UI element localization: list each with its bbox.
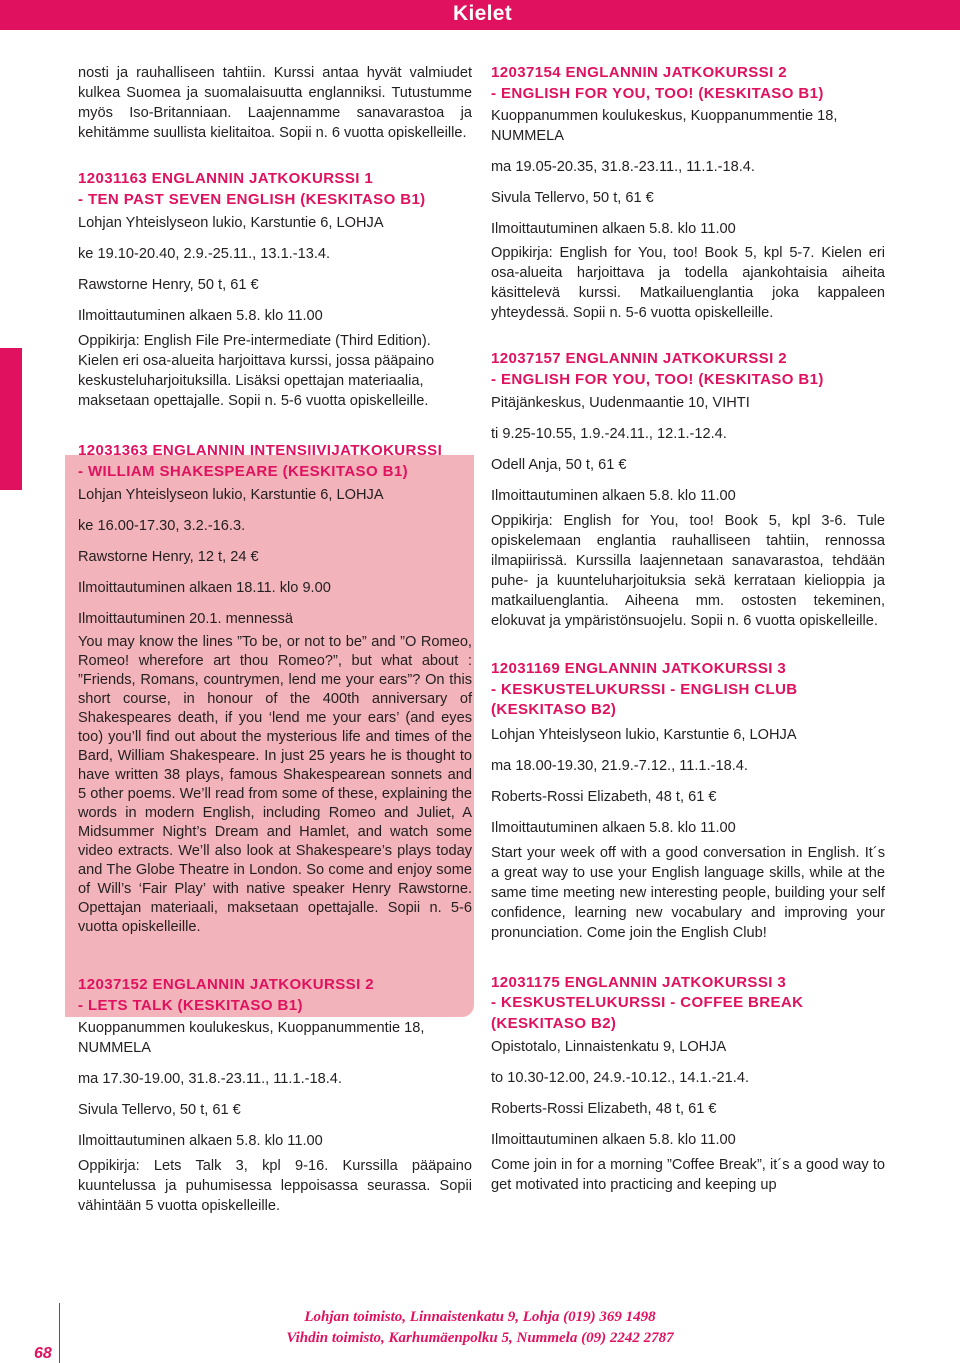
course-teacher: Rawstorne Henry, 12 t, 24 € [78,549,259,565]
footer-office-vihti: Vihdin toimisto, Karhumäenpolku 5, Nummela (09) 2242 2787 [286,1330,674,1346]
course-registration-deadline: Ilmoittautuminen 20.1. mennessä [78,611,293,627]
course-registration: Ilmoittautuminen alkaen 5.8. klo 11.00 [491,488,736,504]
course-description: Oppikirja: English for You, too! Book 5, kpl 5-7. Kielen eri osa-alueita harjoittava ja todella ajankohtaisia aiheita käsittelevä kurssi. Matkailuenglantia joka kappaleen yhteydessä. Sopii n. 5-6 vuotta opiskelleille. [491,245,885,321]
course-teacher: Roberts-Rossi Elizabeth, 48 t, 61 € [491,1101,717,1117]
right-column [491,63,885,1195]
intro-text: nosti ja rauhalliseen tahtiin. Kurssi antaa hyvät valmiudet kulkea Suomea ja suomalaisuutta englanniksi. Tutustumme myös Iso-Britanniaan. Laajennamme sanavarastoa ja kehitämme suullista kielitaitoa. Sopii n. 6 vuotta opiskelleille. [78,65,472,141]
course-place: Pitäjänkeskus, Uudenmaantie 10, VIHTI [491,395,750,411]
course-subtitle: - KESKUSTELUKURSSI - ENGLISH CLUB [491,680,798,698]
course-subtitle: - TEN PAST SEVEN ENGLISH (KESKITASO B1) [78,190,426,208]
course-teacher: Rawstorne Henry, 50 t, 61 € [78,277,259,293]
course-description: Oppikirja: English for You, too! Book 5, kpl 3-6. Tule opiskelemaan englantia rauhalliseen tahtiin, rennossa ilmapiirissä. Kurssilla laajennetaan sanavarastoa, tehdään puhe- ja kuunteluharjoituksia sekä kerrataan kielioppia ja matkailuenglantia. Aiheena mm. ostosten tekeminen, elokuvat ja ympäristönsuojelu. Sopii n. 6 vuotta opiskelleille. [491,513,885,629]
course-time: ti 9.25-10.55, 1.9.-24.11., 12.1.-12.4. [491,426,727,442]
course-12037152 [78,975,472,1216]
course-registration: Ilmoittautuminen alkaen 5.8. klo 11.00 [78,308,323,324]
course-teacher: Sivula Tellervo, 50 t, 61 € [78,1102,241,1118]
section-title: Kielet [453,2,512,25]
course-teacher: Roberts-Rossi Elizabeth, 48 t, 61 € [491,788,717,805]
course-subtitle: - KESKUSTELUKURSSI - COFFEE BREAK [491,994,804,1011]
course-time: ma 19.05-20.35, 31.8.-23.11., 11.1.-18.4. [491,159,755,175]
course-teacher: Odell Anja, 50 t, 61 € [491,457,627,473]
course-subtitle: - LETS TALK (KESKITASO B1) [78,996,303,1014]
course-12037157 [491,349,885,631]
course-subtitle: - ENGLISH FOR YOU, TOO! (KESKITASO B1) [491,370,824,388]
left-column [78,63,472,1216]
course-12031175 [491,973,885,1196]
course-registration: Ilmoittautuminen alkaen 18.11. klo 9.00 [78,580,331,596]
course-description: You may know the lines ”To be, or not to be” and ”O Romeo, Romeo! wherefore art thou Romeo?”, but what about : ”Friends, Romans, countrymen, lend me your ears”? On this short course, in honour of the 400th anniversary of Shakespeares death, if you ‘lend me your ears’ (and eyes too) you’ll find out about the mysterious life and times of the Bard, William Shakespeare. In just 25 years he is thought to have written 38 plays, famous Shakespearean sonnets and 5 other poems. We’ll read from some of these, explaining the words in modern English, including Romeo and Juliet, A Midsummer Night’s Dream and Hamlet, and watch some video extracts. We’ll also look at Shakespeare’s plays today and The Globe Theatre in London. So come and enjoy some of Will’s ‘Fair Play’ with native speaker Henry Rawstorne. Opettajan materiaali, maksetaan opettajalle. Sopii n. 5-6 vuotta opiskelleille. [78,634,472,935]
course-description: Oppikirja: Lets Talk 3, kpl 9-16. Kurssilla pääpaino kuuntelussa ja puhumisessa leppoisassa seurassa. Sopii vähintään 5 vuotta opiskelleille. [78,1158,472,1214]
course-place: Opistotalo, Linnaistenkatu 9, LOHJA [491,1039,727,1055]
course-registration: Ilmoittautuminen alkaen 5.8. klo 11.00 [491,819,736,836]
course-12031163 [78,169,472,411]
course-description: Come join in for a morning ”Coffee Break”, it´s a good way to get motivated into practicing and keeping up [491,1157,885,1193]
course-title: 12031163 ENGLANNIN JATKOKURSSI 1 [78,170,374,187]
course-place: Lohjan Yhteislyseon lukio, Karstuntie 6, LOHJA [491,726,797,743]
course-time: ma 18.00-19.30, 21.9.-7.12., 11.1.-18.4. [491,757,748,774]
course-title: 12037157 ENGLANNIN JATKOKURSSI 2 [491,350,787,367]
course-level: (KESKITASO B2) [491,701,617,718]
page-number: 68 [34,1345,52,1362]
course-12031363 [78,441,472,937]
course-title: 12031175 ENGLANNIN JATKOKURSSI 3 [491,973,787,991]
course-title: 12031169 ENGLANNIN JATKOKURSSI 3 [491,660,787,677]
course-time: ke 16.00-17.30, 3.2.-16.3. [78,518,246,534]
course-description: Start your week off with a good conversation in English. It´s a great way to use your English language skills, while at the same time meeting new interesting people, building your self confidence, learning new vocabulary and improving your pronunciation. Come join the English Club! [491,844,885,941]
course-12031169 [491,659,885,943]
course-time: ma 17.30-19.00, 31.8.-23.11., 11.1.-18.4. [78,1071,342,1087]
course-place: Lohjan Yhteislyseon lukio, Karstuntie 6, LOHJA [78,487,384,503]
course-time: ke 19.10-20.40, 2.9.-25.11., 13.1.-13.4. [78,246,331,262]
course-time: to 10.30-12.00, 24.9.-10.12., 14.1.-21.4. [491,1070,750,1086]
side-tab-marker [0,348,22,490]
course-title: 12037154 ENGLANNIN JATKOKURSSI 2 [491,64,787,81]
course-title: 12037152 ENGLANNIN JATKOKURSSI 2 [78,976,374,993]
course-12037154 [491,63,885,323]
course-title: 12031363 ENGLANNIN INTENSIIVIJATKOKURSSI [78,442,443,459]
course-place: Lohjan Yhteislyseon lukio, Karstuntie 6, LOHJA [78,215,384,231]
course-registration: Ilmoittautuminen alkaen 5.8. klo 11.00 [78,1133,323,1149]
course-place: Kuoppanummen koulukeskus, Kuoppanummentie 18, NUMMELA [78,1020,425,1056]
footer-office-lohja: Lohjan toimisto, Linnaistenkatu 9, Lohja (019) 369 1498 [304,1309,656,1325]
course-description: Oppikirja: English File Pre-intermediate (Third Edition). Kielen eri osa-alueita harjoittava kurssi, jossa pääpaino keskusteluharjoituksilla. Lisäksi opettajan materiaalia, maksetaan opettajalle. Sopii n. 5-6 vuotta opiskelleille. [78,333,435,409]
course-level: (KESKITASO B2) [491,1014,617,1032]
course-subtitle: - WILLIAM SHAKESPEARE (KESKITASO B1) [78,462,408,480]
course-registration: Ilmoittautuminen alkaen 5.8. klo 11.00 [491,1132,736,1148]
course-place: Kuoppanummen koulukeskus, Kuoppanummentie 18, NUMMELA [491,108,838,144]
course-teacher: Sivula Tellervo, 50 t, 61 € [491,190,654,206]
course-registration: Ilmoittautuminen alkaen 5.8. klo 11.00 [491,221,736,237]
course-subtitle: - ENGLISH FOR YOU, TOO! (KESKITASO B1) [491,84,824,102]
